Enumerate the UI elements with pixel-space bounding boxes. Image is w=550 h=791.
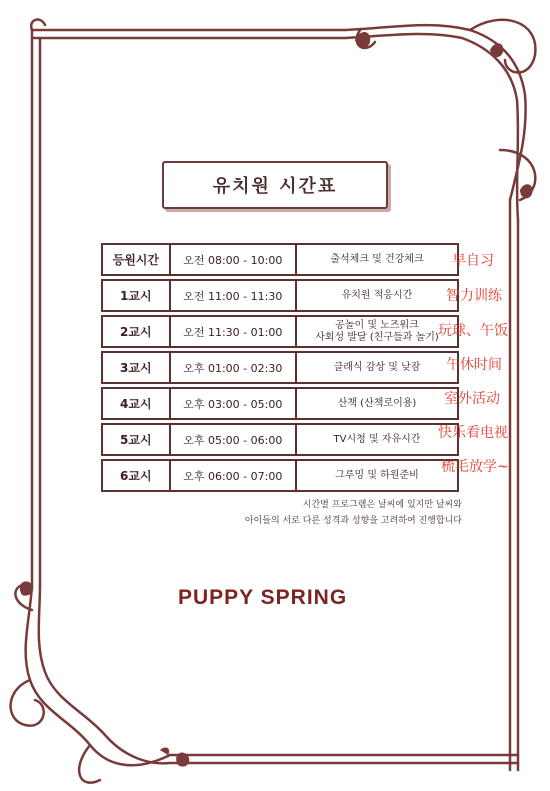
footnote-line-2: 아이들의 서로 다른 성격과 성향을 고려하여 진행합니다 <box>244 516 462 526</box>
page-title: 유치원 시간표 <box>162 161 388 209</box>
period-cell: 3교시 <box>102 352 170 383</box>
chinese-annotation: 智力训练 <box>446 288 502 304</box>
activity-cell: 그루밍 및 하원준비 <box>296 460 458 491</box>
activity-cell: TV시청 및 자유시간 <box>296 424 458 455</box>
period-cell: 등원시간 <box>102 244 170 275</box>
schedule-row <box>102 244 458 275</box>
schedule-row <box>102 424 458 455</box>
footnote <box>200 497 462 529</box>
period-cell: 6교시 <box>102 460 170 491</box>
schedule-row <box>102 352 458 383</box>
schedule-row <box>102 460 458 491</box>
period-cell: 4교시 <box>102 388 170 419</box>
schedule-table <box>101 243 459 492</box>
activity-cell: 공놀이 및 노즈워크 사회성 발달 (친구들과 놀기) <box>296 316 458 347</box>
time-cell: 오전 08:00 - 10:00 <box>170 244 296 275</box>
period-cell: 1교시 <box>102 280 170 311</box>
time-cell: 오후 01:00 - 02:30 <box>170 352 296 383</box>
chinese-annotation: 梳毛放学~ <box>441 459 509 475</box>
schedule-row <box>102 388 458 419</box>
period-cell: 2교시 <box>102 316 170 347</box>
footnote-line-1: 시간별 프로그램은 날씨에 있지만 날씨와 <box>302 500 462 510</box>
time-cell: 오후 05:00 - 06:00 <box>170 424 296 455</box>
chinese-annotation: 早自习 <box>452 253 494 269</box>
chinese-annotation: 快乐看电视 <box>438 425 508 441</box>
schedule-row <box>102 280 458 311</box>
period-cell: 5교시 <box>102 424 170 455</box>
activity-cell: 출석체크 및 건강체크 <box>296 244 458 275</box>
chinese-annotation: 午休时间 <box>446 357 502 373</box>
activity-cell: 산책 (산책로이용) <box>296 388 458 419</box>
time-cell: 오후 06:00 - 07:00 <box>170 460 296 491</box>
activity-cell: 유치원 적응시간 <box>296 280 458 311</box>
time-cell: 오후 03:00 - 05:00 <box>170 388 296 419</box>
brand-name: PUPPY SPRING <box>178 586 348 609</box>
schedule-row <box>102 316 458 347</box>
chinese-annotation: 玩球、午饭 <box>438 323 508 339</box>
activity-cell: 클래식 감상 및 낮잠 <box>296 352 458 383</box>
time-cell: 오전 11:30 - 01:00 <box>170 316 296 347</box>
chinese-annotation: 室外活动 <box>444 391 500 407</box>
time-cell: 오전 11:00 - 11:30 <box>170 280 296 311</box>
